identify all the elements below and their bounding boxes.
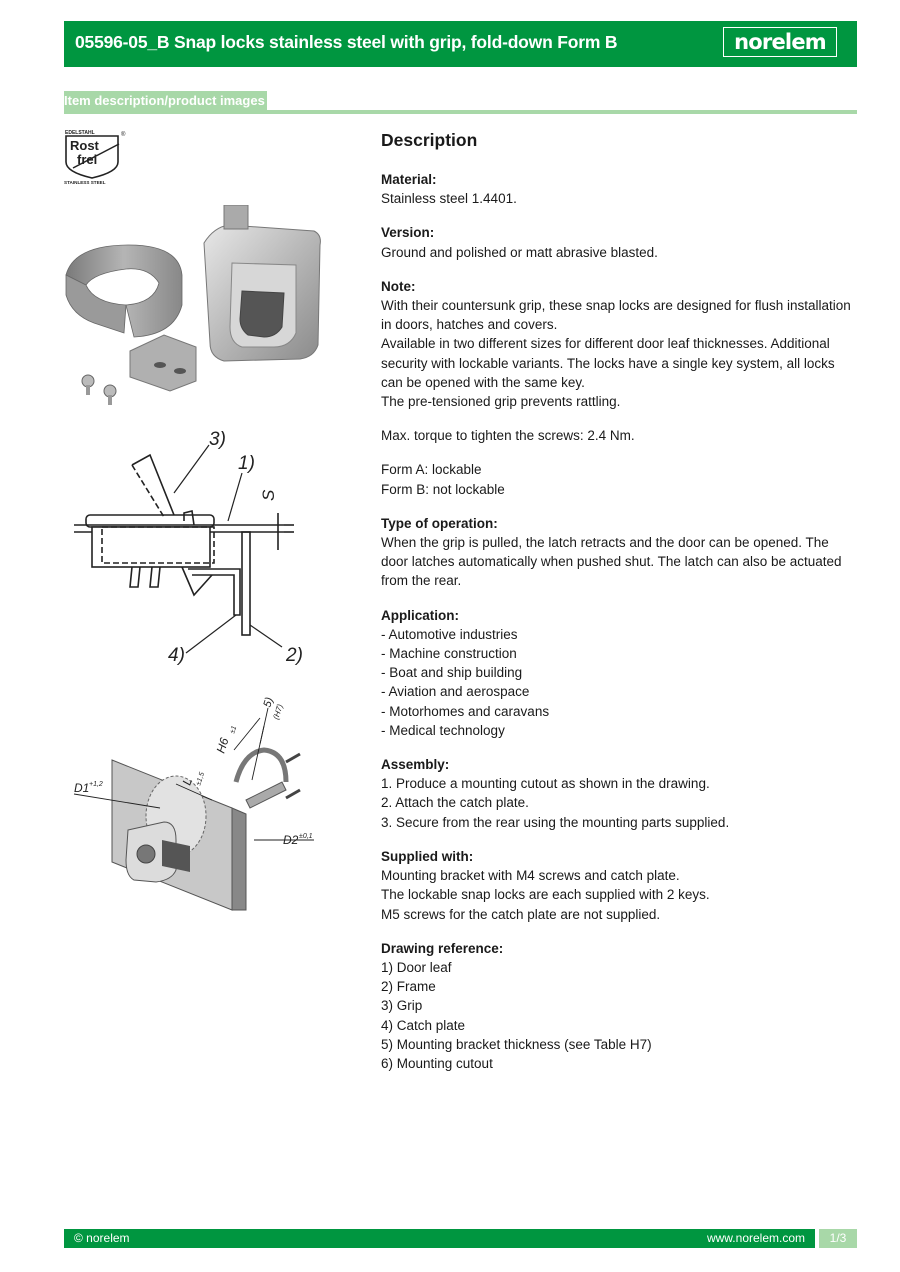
- drawing-label-d2-tol: ±0,1: [299, 833, 313, 840]
- description-block: [381, 460, 859, 498]
- block-line: 1. Produce a mounting cutout as shown in the drawing.: [381, 776, 710, 792]
- drawing-label-d1-tol: +1,2: [89, 781, 103, 788]
- description-panel: [381, 128, 859, 1088]
- footer-website-link[interactable]: www.norelem.com: [706, 1231, 805, 1245]
- block-line: Max. torque to tighten the screws: 2.4 Nm.: [381, 428, 635, 444]
- mounting-drawing: [64, 690, 322, 920]
- block-line: M5 screws for the catch plate are not supplied.: [381, 906, 661, 922]
- block-line: - Machine construction: [381, 646, 517, 662]
- badge-reg-mark: ®: [121, 132, 126, 138]
- block-line: 3) Grip: [381, 998, 423, 1014]
- badge-top-text: EDELSTAHL: [65, 130, 95, 136]
- block-line: Form B: not lockable: [381, 481, 505, 497]
- norelem-logo: [723, 27, 837, 57]
- block-line: - Boat and ship building: [381, 665, 523, 681]
- description-heading: Description: [381, 130, 478, 150]
- block-line: Mounting bracket with M4 screws and catch plate.: [381, 868, 680, 884]
- block-line: With their countersunk grip, these snap locks are designed for flush installation in doors, hatches and covers.: [381, 298, 851, 333]
- product-image: [64, 205, 322, 410]
- block-line: 6) Mounting cutout: [381, 1055, 493, 1071]
- description-block: [381, 170, 859, 208]
- block-line: When the grip is pulled, the latch retracts and the door can be opened. The door latches automatically when pushed shut. The latch can also be actuated from the rear.: [381, 535, 842, 589]
- footer-copyright: © norelem: [74, 1231, 130, 1245]
- block-label: Assembly:: [381, 757, 450, 773]
- block-line: - Motorhomes and caravans: [381, 703, 550, 719]
- block-line: The lockable snap locks are each supplied with 2 keys.: [381, 887, 710, 903]
- block-line: 2) Frame: [381, 979, 436, 995]
- rostfrei-badge-icon: [63, 128, 127, 188]
- page-title: 05596-05_B Snap locks stainless steel with grip, fold-down Form B: [75, 32, 618, 52]
- badge-bottom-text: STAINLESS STEEL: [64, 180, 106, 185]
- page-header: [64, 21, 857, 67]
- block-label: Application:: [381, 607, 459, 623]
- block-line: Form A: lockable: [381, 462, 482, 478]
- block-label: Version:: [381, 225, 435, 241]
- drawing-label-l-tol: ±1,5: [195, 771, 207, 787]
- logo-text: norelem: [734, 30, 826, 54]
- drawing-label-l: L: [179, 776, 195, 787]
- block-line: 5) Mounting bracket thickness (see Table H7): [381, 1036, 652, 1052]
- block-line: Available in two different sizes for different door leaf thicknesses. Additional security with lockable variants. The locks have a single key system, all locks can be opened with the same key.: [381, 336, 835, 390]
- drawing-label-1: 1): [238, 453, 255, 474]
- badge-frei-text: frei: [77, 152, 98, 167]
- block-line: 4) Catch plate: [381, 1017, 466, 1033]
- block-line: 1) Door leaf: [381, 959, 452, 975]
- description-block: [381, 847, 859, 924]
- description-blocks: [381, 170, 859, 1073]
- section-label: Item description/product images: [64, 91, 267, 111]
- block-line: - Automotive industries: [381, 626, 518, 642]
- drawing-label-2: 2): [286, 645, 303, 666]
- drawing-label-d1: D1: [74, 781, 90, 795]
- drawing-label-3: 3): [209, 429, 226, 450]
- drawing-label-h6-tol: ±1: [229, 725, 239, 735]
- block-label: Drawing reference:: [381, 940, 504, 956]
- page-number: 1/3: [819, 1229, 857, 1248]
- drawing-label-5: 5): [261, 695, 276, 709]
- block-line: 2. Attach the catch plate.: [381, 795, 529, 811]
- drawing-label-4: 4): [168, 645, 185, 666]
- block-line: - Aviation and aerospace: [381, 684, 530, 700]
- drawing-label-s: S: [259, 489, 278, 501]
- block-label: Material:: [381, 172, 437, 187]
- block-label: Type of operation:: [381, 515, 498, 531]
- block-line: Ground and polished or matt abrasive blasted.: [381, 244, 658, 260]
- drawing-label-d2: D2: [283, 833, 299, 847]
- description-block: [381, 514, 859, 591]
- description-block: [381, 606, 859, 740]
- block-label: Note:: [381, 278, 416, 294]
- block-line: The pre-tensioned grip prevents rattling.: [381, 394, 621, 410]
- drawing-label-h7: (H7): [271, 703, 285, 721]
- description-block: [381, 426, 859, 445]
- block-line: Stainless steel 1.4401.: [381, 191, 517, 207]
- block-label: Supplied with:: [381, 848, 474, 864]
- page-footer: [64, 1229, 815, 1248]
- drawing-label-h6: H6: [213, 736, 232, 755]
- section-drawing: [64, 425, 322, 675]
- description-block: [381, 755, 859, 832]
- description-block: [381, 223, 859, 261]
- block-line: 3. Secure from the rear using the mounting parts supplied.: [381, 814, 730, 830]
- description-block: [381, 277, 859, 411]
- badge-rost-text: Rost: [70, 138, 99, 153]
- description-block: [381, 939, 859, 1073]
- block-line: - Medical technology: [381, 722, 505, 738]
